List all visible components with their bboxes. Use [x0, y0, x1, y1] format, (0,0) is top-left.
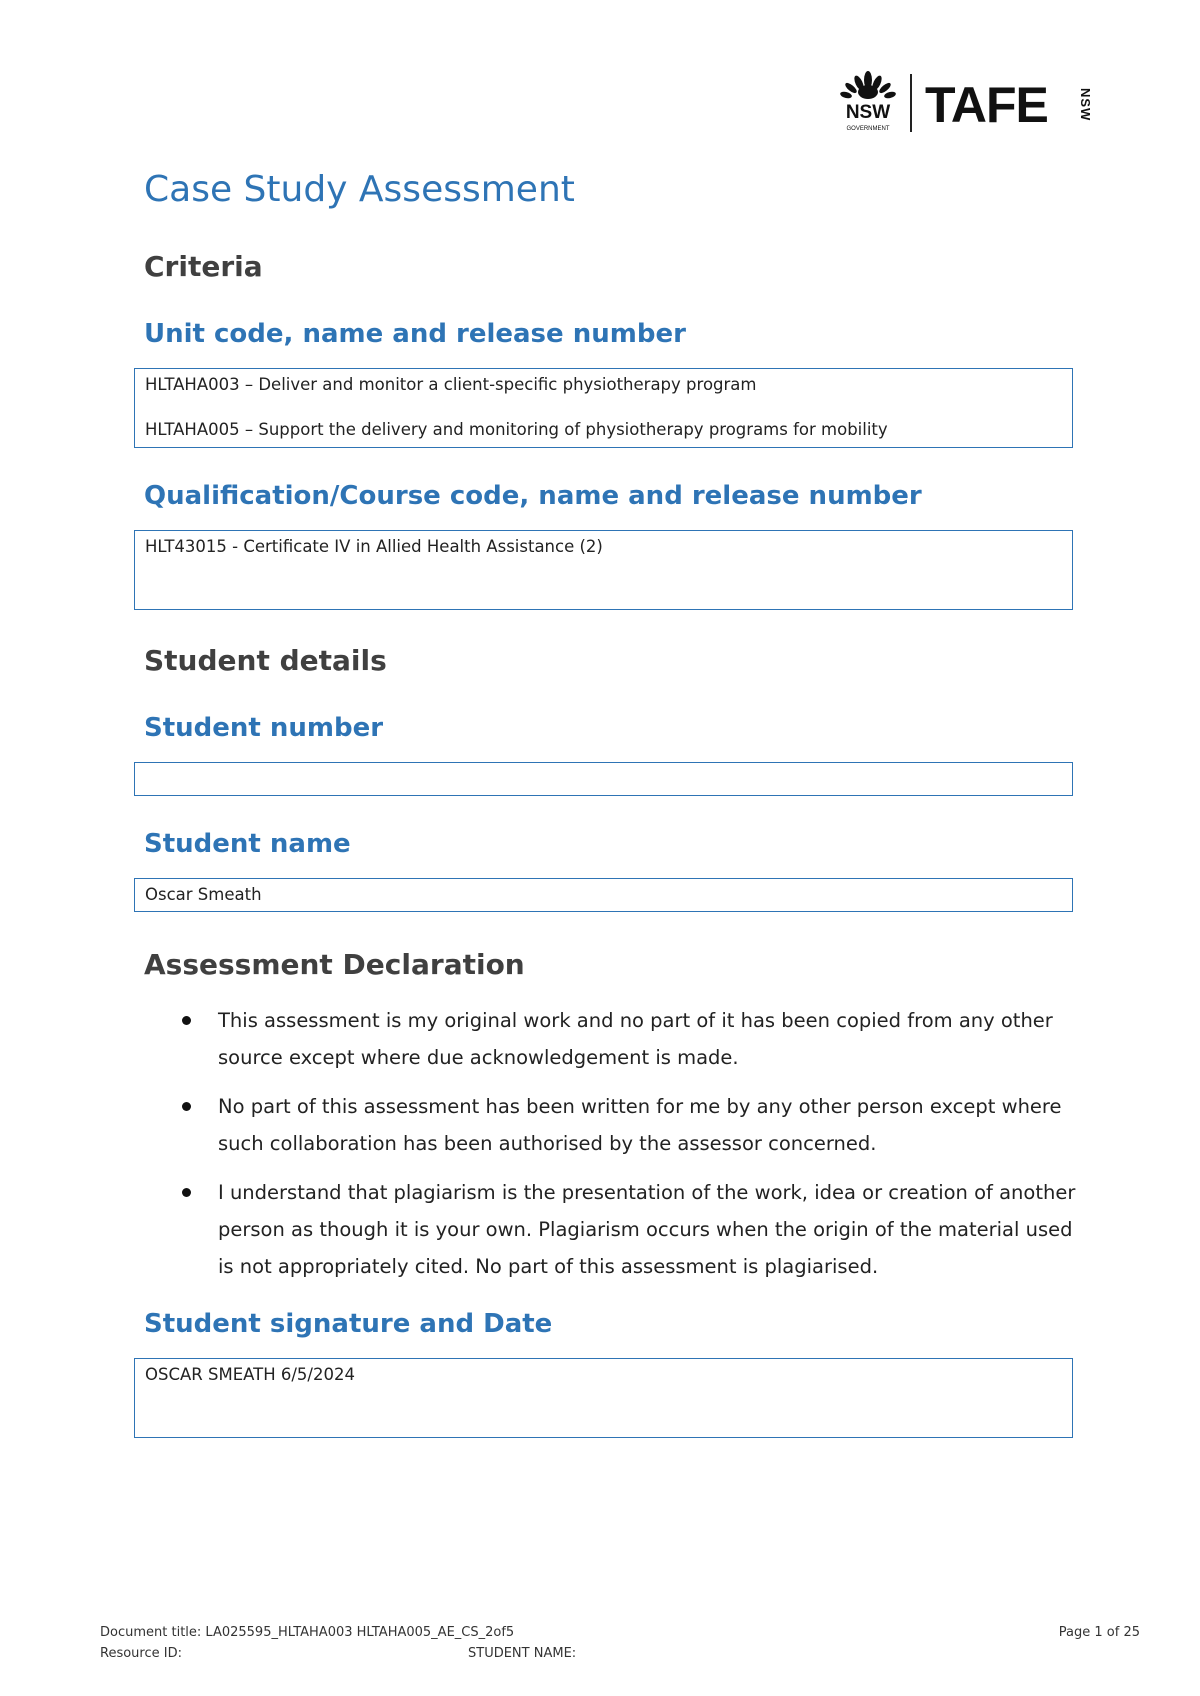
qualification-value: HLT43015 - Certificate IV in Allied Health Assistance (2) [145, 537, 603, 556]
declaration-list [178, 1002, 1078, 1297]
qualification-heading: Qualification/Course code, name and release number [144, 481, 922, 511]
nsw-government-logo [837, 70, 899, 136]
page-title: Case Study Assessment [144, 169, 575, 210]
signature-heading: Student signature and Date [144, 1309, 553, 1339]
signature-value: OSCAR SMEATH 6/5/2024 [145, 1365, 355, 1384]
tafe-logo-text: TAFE [925, 77, 1048, 133]
unit-heading: Unit code, name and release number [144, 319, 686, 349]
qualification-field[interactable] [134, 530, 1073, 610]
logo-divider [910, 74, 912, 132]
declaration-text: This assessment is my original work and no part of it has been copied from any other source except where due acknowledgement is made. [218, 1009, 1053, 1069]
declaration-item [178, 1088, 1078, 1162]
nsw-logo-text: NSW [845, 102, 891, 123]
unit-line: HLTAHA005 – Support the delivery and monitoring of physiotherapy programs for mobility [145, 420, 888, 439]
declaration-item [178, 1002, 1078, 1076]
tafe-nsw-logo [925, 77, 1099, 133]
signature-field[interactable] [134, 1358, 1073, 1438]
student-name-heading: Student name [144, 829, 351, 859]
bullet-icon [182, 1102, 191, 1111]
declaration-heading: Assessment Declaration [144, 948, 525, 981]
unit-line: HLTAHA003 – Deliver and monitor a client-specific physiotherapy program [145, 375, 757, 394]
bullet-icon [182, 1188, 191, 1197]
declaration-text: I understand that plagiarism is the presentation of the work, idea or creation of another person as though it is your own. Plagiarism occurs when the origin of the material used is not appropriately cited. No part of this assessment is plagiarised. [218, 1181, 1076, 1278]
tafe-logo-subtext: NSW [1078, 88, 1093, 122]
footer-document-title: Document title: LA025595_HLTAHA003 HLTAHA005_AE_CS_2of5 [100, 1625, 515, 1640]
footer-student-name: STUDENT NAME: [468, 1646, 577, 1661]
unit-field[interactable] [134, 368, 1073, 448]
student-number-heading: Student number [144, 713, 384, 743]
declaration-text: No part of this assessment has been written for me by any other person except where such collaboration has been authorised by the assessor concerned. [218, 1095, 1062, 1155]
student-details-heading: Student details [144, 644, 387, 677]
nsw-logo-subtext: GOVERNMENT [846, 126, 890, 132]
student-number-field[interactable] [134, 762, 1073, 796]
bullet-icon [182, 1016, 191, 1025]
footer-resource-id: Resource ID: [100, 1646, 182, 1661]
student-name-value: Oscar Smeath [145, 885, 262, 904]
student-name-field[interactable] [134, 878, 1073, 912]
declaration-item [178, 1174, 1078, 1285]
footer-page-number: Page 1 of 25 [1058, 1625, 1140, 1640]
header-logos [837, 70, 1099, 136]
criteria-heading: Criteria [144, 250, 263, 283]
